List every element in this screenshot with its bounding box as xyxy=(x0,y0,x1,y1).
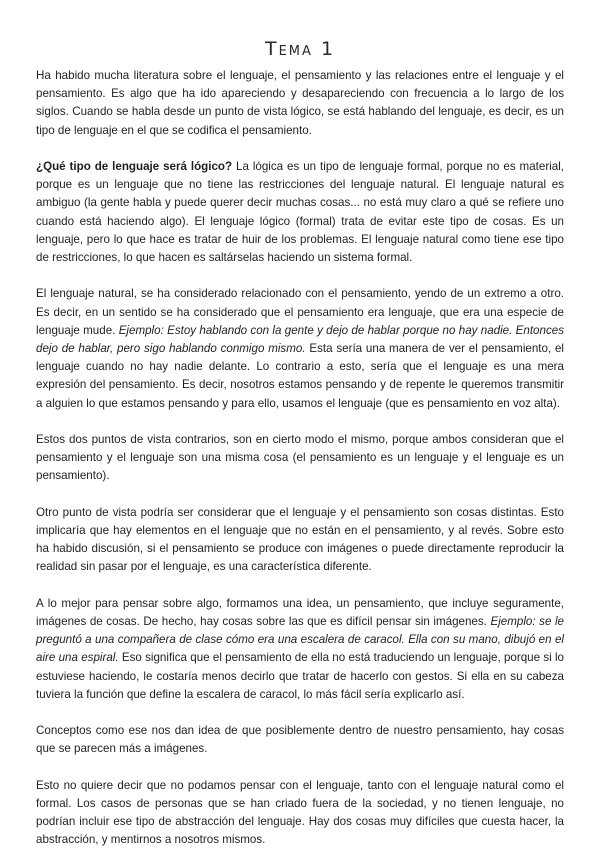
paragraph-text: Esta sería una manera de ver el pensamiento, el lenguaje cuando no hay nadie delante. Lo contrario a esto, sería que el lenguaje es una mera expresión del pensamiento. Es decir, nosotros estamos pensando y de repente le queremos transmitir a alguien lo que estamos pensando y para ello, usamos el lenguaje (que es pensamiento en voz alta). xyxy=(36,342,564,410)
page-title: Tema 1 xyxy=(264,38,336,60)
paragraph-6 xyxy=(36,595,564,704)
paragraph-text: El lenguaje natural, se ha considerado relacionado con el pensamiento, yendo de un extremo a otro. Es decir, en un sentido se ha considerado que el pensamiento era lenguaje, que era una especie de lenguaje mude. xyxy=(36,287,564,337)
paragraph-text: Ha habido mucha literatura sobre el lenguaje, el pensamiento y las relaciones entre el lenguaje y el pensamiento. Es algo que ha ido apareciendo y desapareciendo con frecuencia a lo largo de los siglos. Cuando se habla desde un punto de vista lógico, se está hablando del lenguaje, es decir, es un tipo de lenguaje en el que se codifica el pensamiento. xyxy=(36,69,564,137)
paragraph-1 xyxy=(36,67,564,140)
paragraph-text: Eso significa que el pensamiento de ella no está traduciendo un lenguaje, porque si lo estuviese haciendo, le costaría menos decirlo que tratar de hacerlo con gestos. Si ella en su cabeza tuviera la función que define la escalera de caracol, lo más fácil sería explicarlo así. xyxy=(36,651,564,701)
paragraph-4 xyxy=(36,431,564,486)
paragraph-text: La lógica es un tipo de lenguaje formal, porque no es material, porque es un lenguaje que no tiene las restricciones del lenguaje natural. El lenguaje natural es ambiguo (la gente habla y puede querer decir muchas cosas... no está muy claro a qué se refiere uno cuando está haciendo algo). El lenguaje lógico (formal) trata de evitar este tipo de cosas. Es un lenguaje, pero lo que hace es tratar de huir de los problemas. El lenguaje natural como tiene ese tipo de restricciones, lo que hacen es saltárselas haciendo un sistema formal. xyxy=(36,160,564,265)
paragraph-text: A lo mejor para pensar sobre algo, formamos una idea, un pensamiento, que incluye seguramente, imágenes de cosas. De hecho, hay cosas sobre las que es difícil pensar sin imágenes. xyxy=(36,596,564,629)
paragraph-3 xyxy=(36,285,564,412)
example-text: Ejemplo: se le preguntó a una compañera de clase cómo era una escalera de caracol. Ella con su mano, dibujó en el aire una espiral. xyxy=(36,615,564,665)
paragraph-text: Esto no quiere decir que no podamos pensar con el lenguaje, tanto con el lenguaje natural como el formal. Los casos de personas que se han criado fuera de la sociedad, y no tienen lenguaje, no podrían incluir ese tipo de abstracción del lenguaje. Hay dos cosas muy difíciles que cuesta hacer, la abstracción, y mentirnos a nosotros mismos. xyxy=(36,778,564,847)
paragraph-text: Conceptos como ese nos dan idea de que posiblemente dentro de nuestro pensamiento, hay cosas que se parecen más a imágenes. xyxy=(36,724,564,756)
example-text: Ejemplo: Estoy hablando con la gente y dejo de hablar porque no hay nadie. Entonces dejo de hablar, pero sigo hablando conmigo mismo. xyxy=(36,323,564,356)
paragraph-2 xyxy=(36,158,564,267)
paragraph-text: Otro punto de vista podría ser considerar que el lenguaje y el pensamiento son cosas distintas. Esto implicaría que hay elementos en el lenguaje que no están en el pensamiento, y al revés. Sobre esto ha habido discusión, si el pensamiento se produce con imágenes o puede directamente reproducir la realidad sin pasar por el lenguaje, es una característica diferente. xyxy=(36,505,564,574)
paragraph-8 xyxy=(36,777,564,850)
paragraph-5 xyxy=(36,504,564,577)
paragraph-7 xyxy=(36,722,564,758)
question-heading: ¿Qué tipo de lenguaje será lógico? xyxy=(36,160,233,173)
paragraph-text: Estos dos puntos de vista contrarios, son en cierto modo el mismo, porque ambos consideran que el pensamiento y el lenguaje son una misma cosa (el pensamiento es un lenguaje y el lenguaje es un pensamiento). xyxy=(36,433,564,483)
document-body xyxy=(36,67,564,850)
